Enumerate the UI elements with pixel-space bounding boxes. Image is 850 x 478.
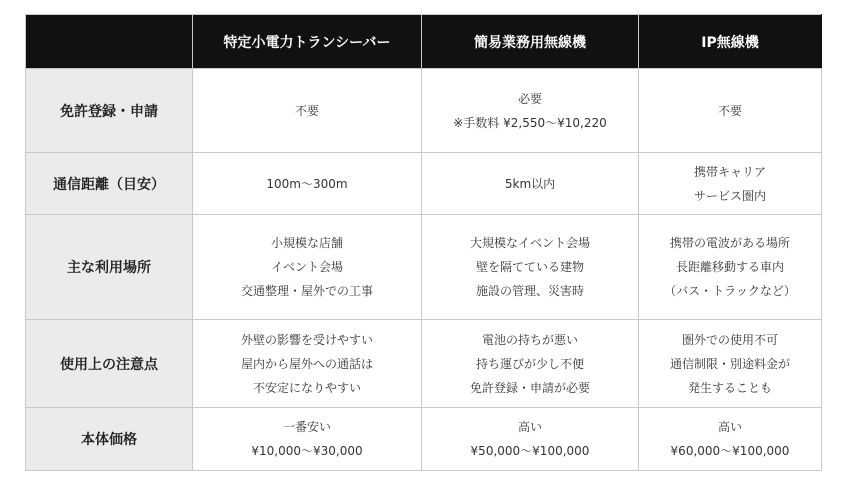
header-kan-i-gyoumu: 簡易業務用無線機	[422, 15, 639, 69]
table-cell	[422, 408, 639, 471]
cell-line: 圏外での使用不可	[681, 332, 778, 347]
table-cell	[193, 69, 422, 153]
table-cell	[639, 408, 822, 471]
cell-line: 高い	[517, 420, 542, 434]
row-label: 使用上の注意点	[26, 320, 193, 408]
table-cell	[193, 320, 422, 408]
cell-line: 小規模な店舗	[270, 236, 343, 250]
cell-line: 携帯の電波がある場所	[669, 236, 790, 250]
header-ip-musen: IP無線機	[639, 15, 822, 69]
cell-line: 電池の持ちが悪い	[481, 332, 578, 347]
table-cell	[422, 320, 639, 408]
cell-line: 発生することも	[687, 380, 772, 395]
cell-line: 長距離移動する車内	[675, 260, 784, 274]
cell-line: 携帯キャリア	[693, 164, 766, 179]
cell-line: 免許登録・申請が必要	[469, 380, 590, 395]
table-cell	[193, 153, 422, 215]
cell-line: 施設の管理、災害時	[475, 284, 584, 298]
table-cell	[193, 215, 422, 320]
table-row	[26, 320, 822, 408]
table-cell	[639, 320, 822, 408]
cell-line: 外壁の影響を受けやすい	[240, 332, 373, 347]
cell-line: ¥50,000〜¥100,000	[470, 444, 590, 458]
row-label: 本体価格	[26, 408, 193, 471]
table-cell	[422, 215, 639, 320]
table-cell	[639, 69, 822, 153]
table-row	[26, 215, 822, 320]
header-corner-cell	[26, 15, 193, 69]
cell-line: 不要	[294, 103, 319, 118]
cell-line: 不安定になりやすい	[252, 380, 361, 395]
table-cell	[639, 215, 822, 320]
cell-line: 通信制限・別途料金が	[669, 356, 790, 371]
table-cell	[422, 69, 639, 153]
row-label: 免許登録・申請	[26, 69, 193, 153]
table-row	[26, 69, 822, 153]
header-row	[26, 15, 822, 69]
cell-line: イベント会場	[270, 260, 343, 274]
cell-line: 大規模なイベント会場	[469, 236, 590, 250]
cell-line: ※手数料 ¥2,550〜¥10,220	[453, 115, 607, 130]
cell-line: 持ち運びが少し不便	[475, 356, 584, 371]
cell-line: 一番安い	[282, 420, 331, 434]
table-row	[26, 408, 822, 471]
row-label: 主な利用場所	[26, 215, 193, 320]
comparison-table	[25, 14, 822, 471]
header-tokutei-shoudenryoku: 特定小電力トランシーバー	[193, 15, 422, 69]
cell-line: 必要	[517, 91, 542, 106]
table-cell	[193, 408, 422, 471]
cell-line: （バス・トラックなど）	[664, 284, 796, 298]
cell-line: 5km以内	[504, 176, 556, 191]
cell-line: 100m〜300m	[266, 176, 348, 191]
cell-line: 高い	[717, 420, 742, 434]
cell-line: サービス圏内	[693, 188, 766, 203]
row-label: 通信距離（目安）	[26, 153, 193, 215]
cell-line: 交通整理・屋外での工事	[240, 284, 373, 298]
cell-line: 不要	[717, 103, 742, 118]
cell-line: ¥60,000〜¥100,000	[670, 444, 790, 458]
cell-line: 屋内から屋外への通話は	[240, 356, 373, 371]
table-cell	[422, 153, 639, 215]
table-cell	[639, 153, 822, 215]
cell-line: ¥10,000〜¥30,000	[251, 444, 363, 458]
table-row	[26, 153, 822, 215]
cell-line: 壁を隔てている建物	[475, 260, 584, 274]
